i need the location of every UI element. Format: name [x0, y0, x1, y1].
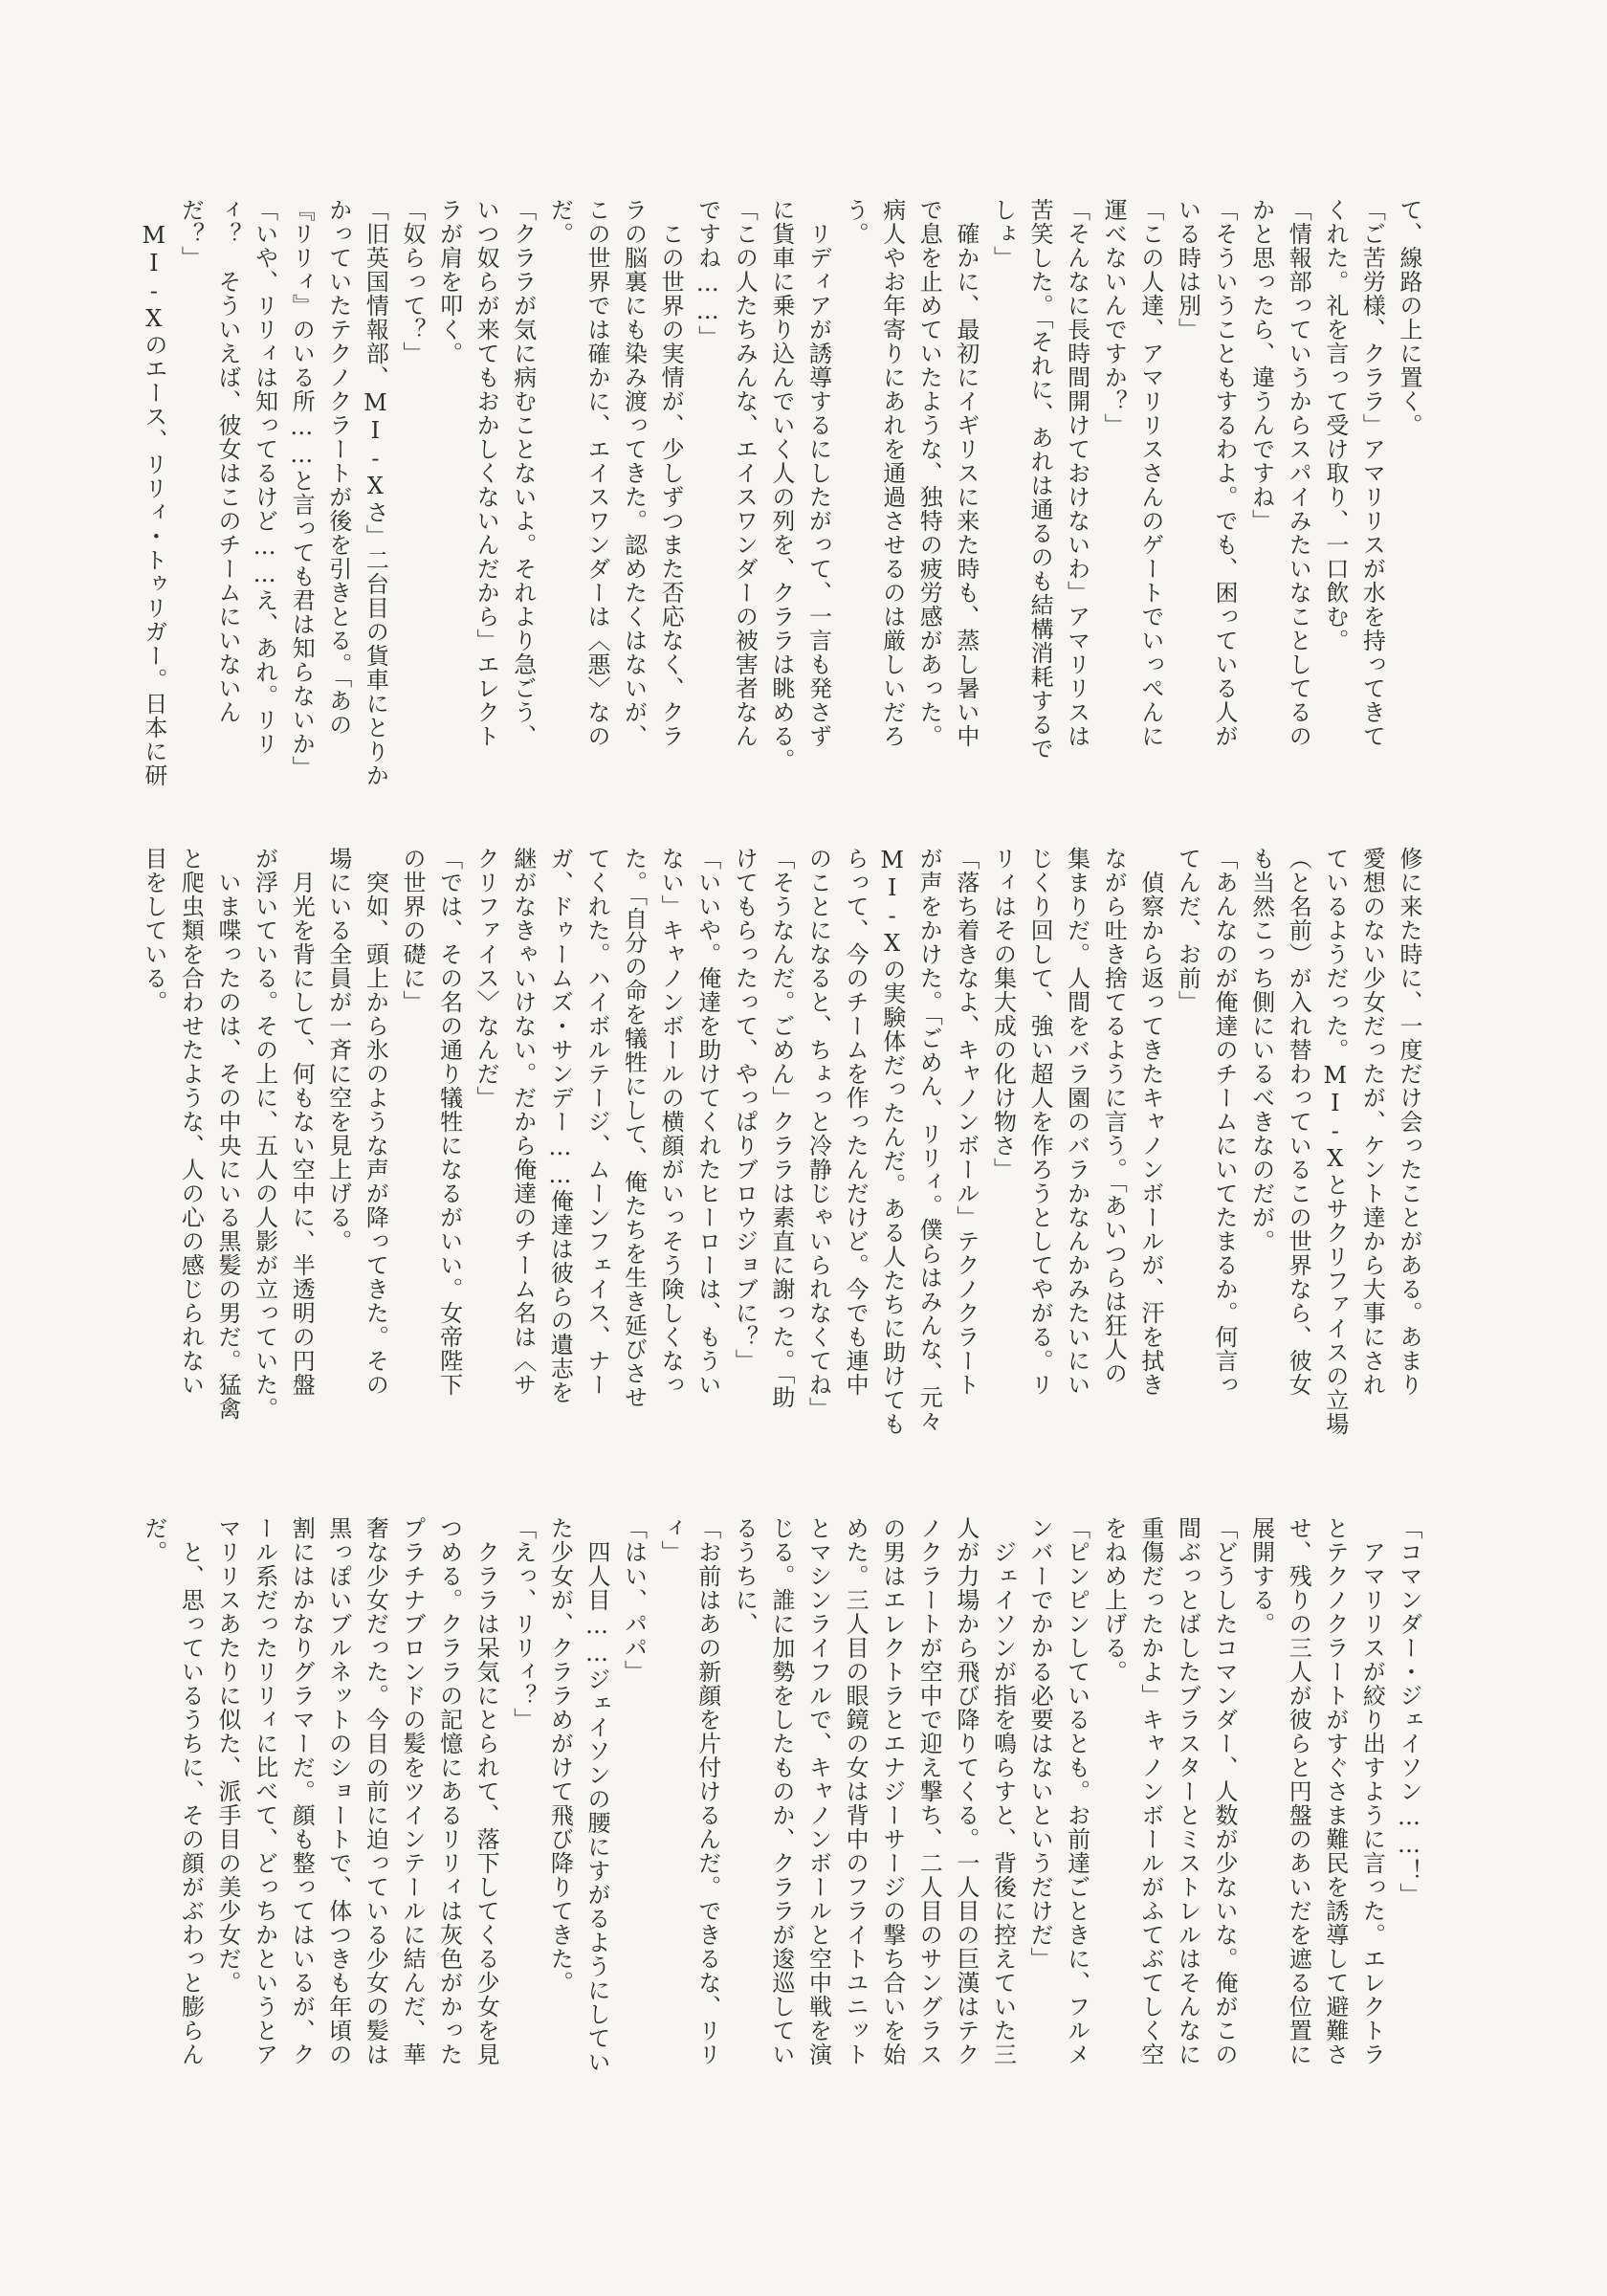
- text-block-2: [132, 847, 1427, 1436]
- text-column: 「そういうこともするわよ。でも、困っている人が: [1211, 198, 1239, 748]
- text-column: 「ピンピンしているとも。お前達ごときに、フルメ: [1063, 1516, 1090, 2066]
- text-column: MI-Xの実験体だったんだ。ある人たちに助けても: [878, 847, 906, 1436]
- text-column: ながら吐き捨てるように言う。「あいつらは狂人の: [1100, 847, 1128, 1385]
- text-column: ィ？ そういえば、彼女はこのチームにいないん: [214, 198, 241, 724]
- text-column: 「はい、パパ」: [620, 1516, 648, 1684]
- text-column: 修に来た時に、一度だけ会ったことがある。あまり: [1396, 847, 1422, 1397]
- text-column: めた。三人目の眼鏡の女は背中のフライトユニット: [842, 1516, 870, 2066]
- text-column: MI-Xのエース、リリィ・トゥリガー。日本に研: [140, 198, 167, 787]
- text-column: とマシンライフルで、キャノンボールと空中戦を演: [804, 1516, 832, 2066]
- text-column: かっていたテクノクラートが後を引きとる。「あの: [324, 198, 352, 737]
- text-column: リディアが誘導するにしたがって、一言も発さず: [804, 198, 832, 748]
- text-column: てんだ、お前」: [1174, 847, 1201, 1014]
- text-column: ジェイソンが指を鳴らすと、背後に控えていた三: [989, 1516, 1017, 2066]
- text-column: 苦笑した。「それに、あれは通るのも結構消耗するで: [1026, 198, 1054, 761]
- text-column: だ？」: [177, 198, 205, 270]
- text-column: た少女が、クララめがけて飛び降りてきた。: [546, 1516, 574, 1995]
- text-column: この世界では確かに、エイスワンダーは〈悪〉なの: [583, 198, 610, 748]
- text-block-1: [132, 198, 1427, 787]
- text-column: も当然こっち側にいるべきなのだが。: [1247, 847, 1275, 1253]
- text-column: て、線路の上に置く。: [1396, 198, 1422, 437]
- text-column: ですね……」: [693, 198, 721, 349]
- text-column: 「コマンダー・ジェイソン……！」: [1396, 1516, 1422, 1907]
- text-column: 人が力場から飛び降りてくる。一人目の巨漢はテク: [952, 1516, 980, 2066]
- text-column: 奢な少女だった。今目の前に迫っている少女の髪は: [362, 1516, 389, 2066]
- text-column: 「旧英国情報部、MI-Xさ」二台目の貨車にとりか: [362, 198, 389, 787]
- text-column: 「情報部っていうからスパイみたいなことしてるの: [1285, 198, 1312, 748]
- text-column: 「クララが気に病むことないよ。それより急ごう、: [509, 198, 537, 748]
- text-column: で息を止めていたような、独特の疲労感があった。: [915, 198, 943, 748]
- text-column: 突如、頭上から氷のような声が降ってきた。その: [362, 847, 389, 1397]
- text-column: 「落ち着きなよ、キャノンボール」テクノクラート: [952, 847, 980, 1397]
- text-column: じくり回して、強い超人を作ろうとしてやがる。リ: [1026, 847, 1054, 1397]
- text-column: てくれた。ハイボルテージ、ムーンフェイス、ナー: [583, 847, 610, 1397]
- text-column: つめる。クララの記憶にあるリリィは灰色がかった: [435, 1516, 463, 2066]
- text-column: 「この人達、アマリリスさんのゲートでいっぺんに: [1136, 198, 1164, 748]
- text-column: 継がなきゃいけない。だから俺達のチーム名は〈サ: [509, 847, 537, 1397]
- text-column: が浮いている。その上に、五人の人影が立っていた。: [251, 847, 278, 1421]
- text-column: だ。: [140, 1516, 167, 1564]
- text-column: の男はエレクトラとエナジーサージの撃ち合いを始: [878, 1516, 906, 2066]
- text-column: 四人目……ジェイソンの腰にすがるようにしてい: [583, 1516, 610, 2074]
- text-column: 展開する。: [1247, 1516, 1275, 1636]
- text-column: らって、今のチームを作ったんだけど。今でも連中: [842, 847, 870, 1397]
- text-column: いま喋ったのは、その中央にいる黒髪の男だ。猛禽: [214, 847, 241, 1421]
- text-column: 「そうなんだ。ごめん」クララは素直に謝った。「助: [767, 847, 795, 1409]
- text-column: に貨車に乗り込んでいく人の列を、クララは眺める。: [767, 198, 795, 772]
- text-column: 病人やお年寄りにあれを通過させるのは厳しいだろ: [878, 198, 906, 748]
- text-column: 「あんなのが俺達のチームにいてたまるか。何言っ: [1211, 847, 1239, 1397]
- text-column: （と名前）が入れ替わっているこの世界なら、彼女: [1285, 847, 1312, 1397]
- text-column: 黒っぽいブルネットのショートで、体つきも年頃の: [324, 1516, 352, 2066]
- text-column: クララは呆気にとられて、落下してくる少女を見: [473, 1516, 500, 2066]
- text-column: 「では、その名の通り犠牲になるがいい。女帝陛下: [435, 847, 463, 1397]
- text-column: と、思っているうちに、その顔がぶわっと膨らん: [177, 1516, 205, 2066]
- text-column: た。「自分の命を犠牲にして、俺たちを生き延びさせ: [620, 847, 648, 1409]
- text-column: 「いや、リリィは知ってるけど……え、あれ。リリ: [251, 198, 278, 756]
- text-column: 月光を背にして、何もない空中に、半透明の円盤: [288, 847, 316, 1397]
- text-column: じる。誰に加勢をしたものか、クララが逡巡してい: [767, 1516, 795, 2066]
- text-column: いつ奴らが来てもおかしくないんだから」エレクト: [473, 198, 500, 748]
- text-column: ンバーでかかる必要はないというだけだ」: [1026, 1516, 1054, 1971]
- text-block-3: [132, 1516, 1427, 2102]
- text-column: 「そんなに長時間開けておけないわ」アマリリスは: [1063, 198, 1090, 748]
- text-column: るうちに、: [731, 1516, 759, 1636]
- text-column: のことになると、ちょっと冷静じゃいられなくてね」: [804, 847, 832, 1421]
- text-column: 割にはかなりグラマーだ。顔も整ってはいるが、ク: [288, 1516, 316, 2066]
- text-column: プラチナブロンドの髪をツインテールに結んだ、華: [398, 1516, 426, 2066]
- text-column: と爬虫類を合わせたような、人の心の感じられない: [177, 847, 205, 1397]
- text-column: をねめ上げる。: [1100, 1516, 1128, 1684]
- text-column: ラの脳裏にも染み渡ってきた。認めたくはないが、: [620, 198, 648, 748]
- text-column: ール系だったリリィに比べて、どっちかというとア: [251, 1516, 278, 2066]
- text-column: ガ、ドゥームズ・サンデー……俺達は彼らの遺志を: [546, 847, 574, 1404]
- text-column: クリファイス〉なんだ」: [473, 847, 500, 1110]
- text-column: とテクノクラートがすぐさま難民を誘導して避難さ: [1321, 1516, 1349, 2066]
- text-column: 集まりだ。人間をバラ園のバラかなんかみたいにい: [1063, 847, 1090, 1397]
- text-column: マリリスあたりに似た、派手目の美少女だ。: [214, 1516, 241, 1995]
- text-column: 愛想のない少女だったが、ケント達から大事にされ: [1358, 847, 1386, 1397]
- text-column: くれた。礼を言って受け取り、一口飲む。: [1321, 198, 1349, 652]
- text-column: ない」キャノンボールの横顔がいっそう険しくなっ: [657, 847, 685, 1397]
- text-column: が声をかけた。「ごめん、リリィ。僕らはみんな、元々: [915, 847, 943, 1433]
- text-column: けてもらったって、やっぱりブロウジョブに？」: [731, 847, 759, 1373]
- text-column: の世界の礎に」: [398, 847, 426, 1014]
- text-column: しょ」: [989, 198, 1017, 270]
- text-column: 『リリィ』のいる所……と言っても君は知らないか」: [288, 198, 316, 780]
- text-column: 目をしている。: [140, 847, 167, 1014]
- text-column: いる時は別」: [1174, 198, 1201, 342]
- text-column: 「どうしたコマンダー、人数が少ないな。俺がこの: [1211, 1516, 1239, 2066]
- text-column: 間ぶっとばしたブラスターとミストレルはそんなに: [1174, 1516, 1201, 2066]
- text-column: 運べないんですか？」: [1100, 198, 1128, 437]
- text-column: 「お前はあの新顔を片付けるんだ。できるな、リリ: [693, 1516, 721, 2066]
- text-column: う。: [842, 198, 870, 246]
- text-column: だ。: [546, 198, 574, 246]
- text-column: アマリリスが絞り出すように言った。エレクトラ: [1358, 1516, 1386, 2066]
- text-column: 偵察から返ってきたキャノンボールが、汗を拭き: [1136, 847, 1164, 1397]
- text-column: かと思ったら、違うんですね」: [1247, 198, 1275, 533]
- text-column: 「えっ、リリィ？」: [509, 1516, 537, 1732]
- text-column: リィはその集大成の化け物さ」: [989, 847, 1017, 1181]
- text-column: 「奴らって？」: [398, 198, 426, 365]
- text-column: 「この人たちみんな、エイスワンダーの被害者なん: [731, 198, 759, 748]
- text-column: 場にいる全員が一斉に空を見上げる。: [324, 847, 352, 1253]
- text-column: 「いいや。俺達を助けてくれたヒーローは、もうい: [693, 847, 721, 1397]
- text-column: ノクラートが空中で迎え撃ち、二人目のサングラス: [915, 1516, 943, 2066]
- text-column: この世界の実情が、少しずつまた否応なく、クラ: [657, 198, 685, 748]
- text-column: 確かに、最初にイギリスに来た時も、蒸し暑い中: [952, 198, 980, 748]
- text-column: 「ご苦労様、クララ」アマリリスが水を持ってきて: [1358, 198, 1386, 748]
- text-column: ているようだった。MI-Xとサクリファイスの立場: [1321, 847, 1349, 1436]
- text-column: ラが肩を叩く。: [435, 198, 463, 365]
- text-column: ィ」: [657, 1516, 685, 1564]
- text-column: 重傷だったかよ」キャノンボールがふてぶてしく空: [1136, 1516, 1164, 2066]
- text-column: せ、残りの三人が彼らと円盤のあいだを遮る位置に: [1285, 1516, 1312, 2066]
